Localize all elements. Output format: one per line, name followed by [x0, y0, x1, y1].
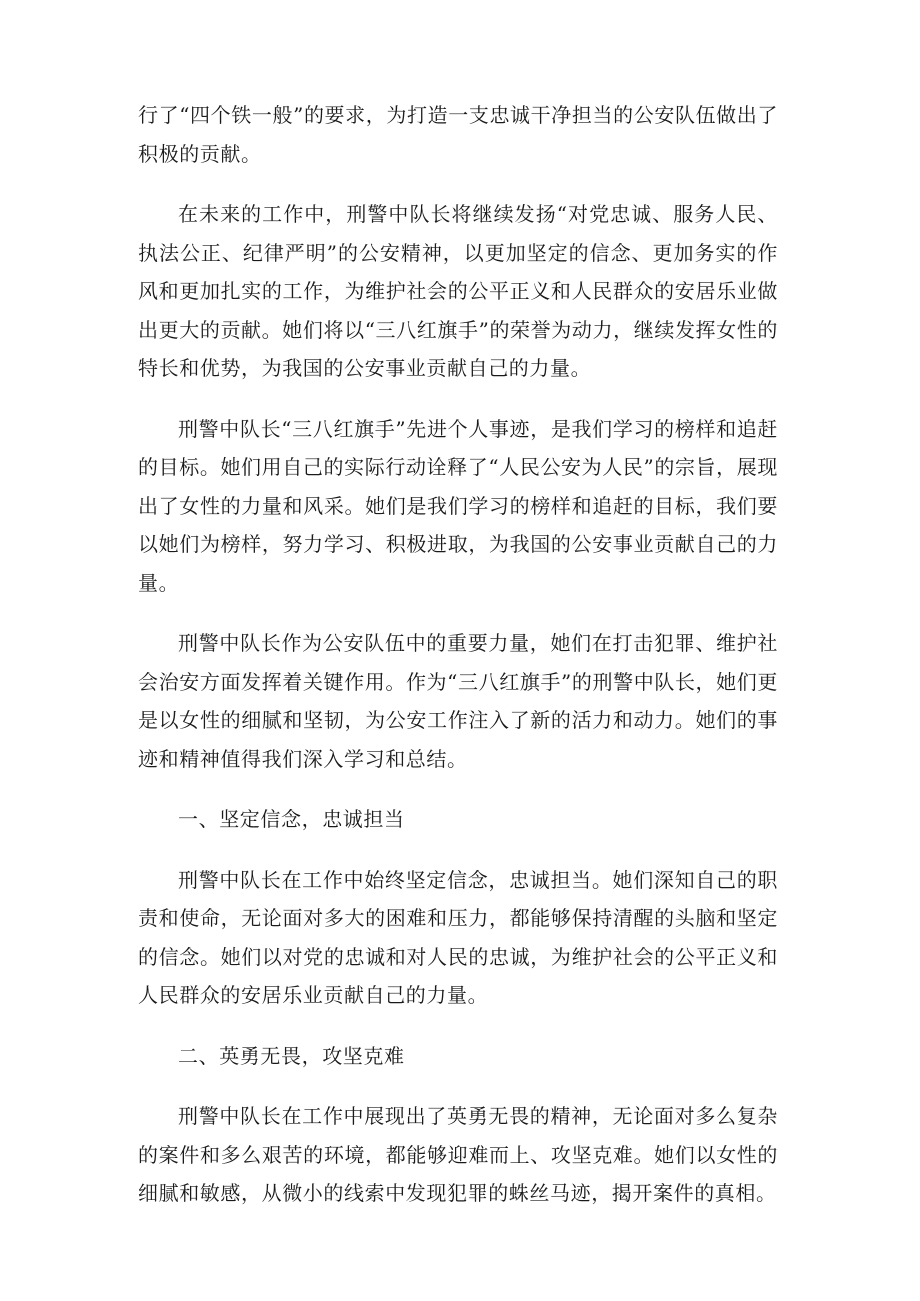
document-body	[138, 96, 778, 1235]
paragraph-firm-belief: 刑警中队长在工作中始终坚定信念，忠诚担当。她们深知自己的职责和使命，无论面对多大的困难和压力，都能够保持清醒的头脑和坚定的信念。她们以对党的忠诚和对人民的忠诚，为维护社会的公平正义和人民群众的安居乐业贡献自己的力量。	[138, 867, 778, 1007]
section-heading-2: 二、英勇无畏，攻坚克难	[178, 1043, 405, 1068]
paragraph-key-force: 刑警中队长作为公安队伍中的重要力量，她们在打击犯罪、维护社会治安方面发挥着关键作用。作为“三八红旗手”的刑警中队长，她们更是以女性的细腻和坚韧，为公安工作注入了新的活力和动力。她们的事迹和精神值得我们深入学习和总结。	[138, 631, 778, 771]
paragraph-future-work: 在未来的工作中，刑警中队长将继续发扬“对党忠诚、服务人民、执法公正、纪律严明”的公安精神，以更加坚定的信念、更加务实的作风和更加扎实的工作，为维护社会的公平正义和人民群众的安居乐业做出更大的贡献。她们将以“三八红旗手”的荣誉为动力，继续发挥女性的特长和优势，为我国的公安事业贡献自己的力量。	[138, 202, 778, 380]
paragraph-continuation: 行了“四个铁一般”的要求，为打造一支忠诚干净担当的公安队伍做出了积极的贡献。	[138, 103, 778, 166]
paragraph-role-model: 刑警中队长“三八红旗手”先进个人事迹，是我们学习的榜样和追赶的目标。她们用自己的实际行动诠释了“人民公安为人民”的宗旨，展现出了女性的力量和风采。她们是我们学习的榜样和追赶的目标，我们要以她们为榜样，努力学习、积极进取，为我国的公安事业贡献自己的力量。	[138, 416, 778, 595]
section-heading-1: 一、坚定信念，忠诚担当	[178, 807, 405, 831]
paragraph-brave: 刑警中队长在工作中展现出了英勇无畏的精神，无论面对多么复杂的案件和多么艰苦的环境，都能够迎难而上、攻坚克难。她们以女性的细腻和敏感，从微小的线索中发现犯罪的蛛丝马迹，揭开案件的真相。	[138, 1104, 778, 1205]
